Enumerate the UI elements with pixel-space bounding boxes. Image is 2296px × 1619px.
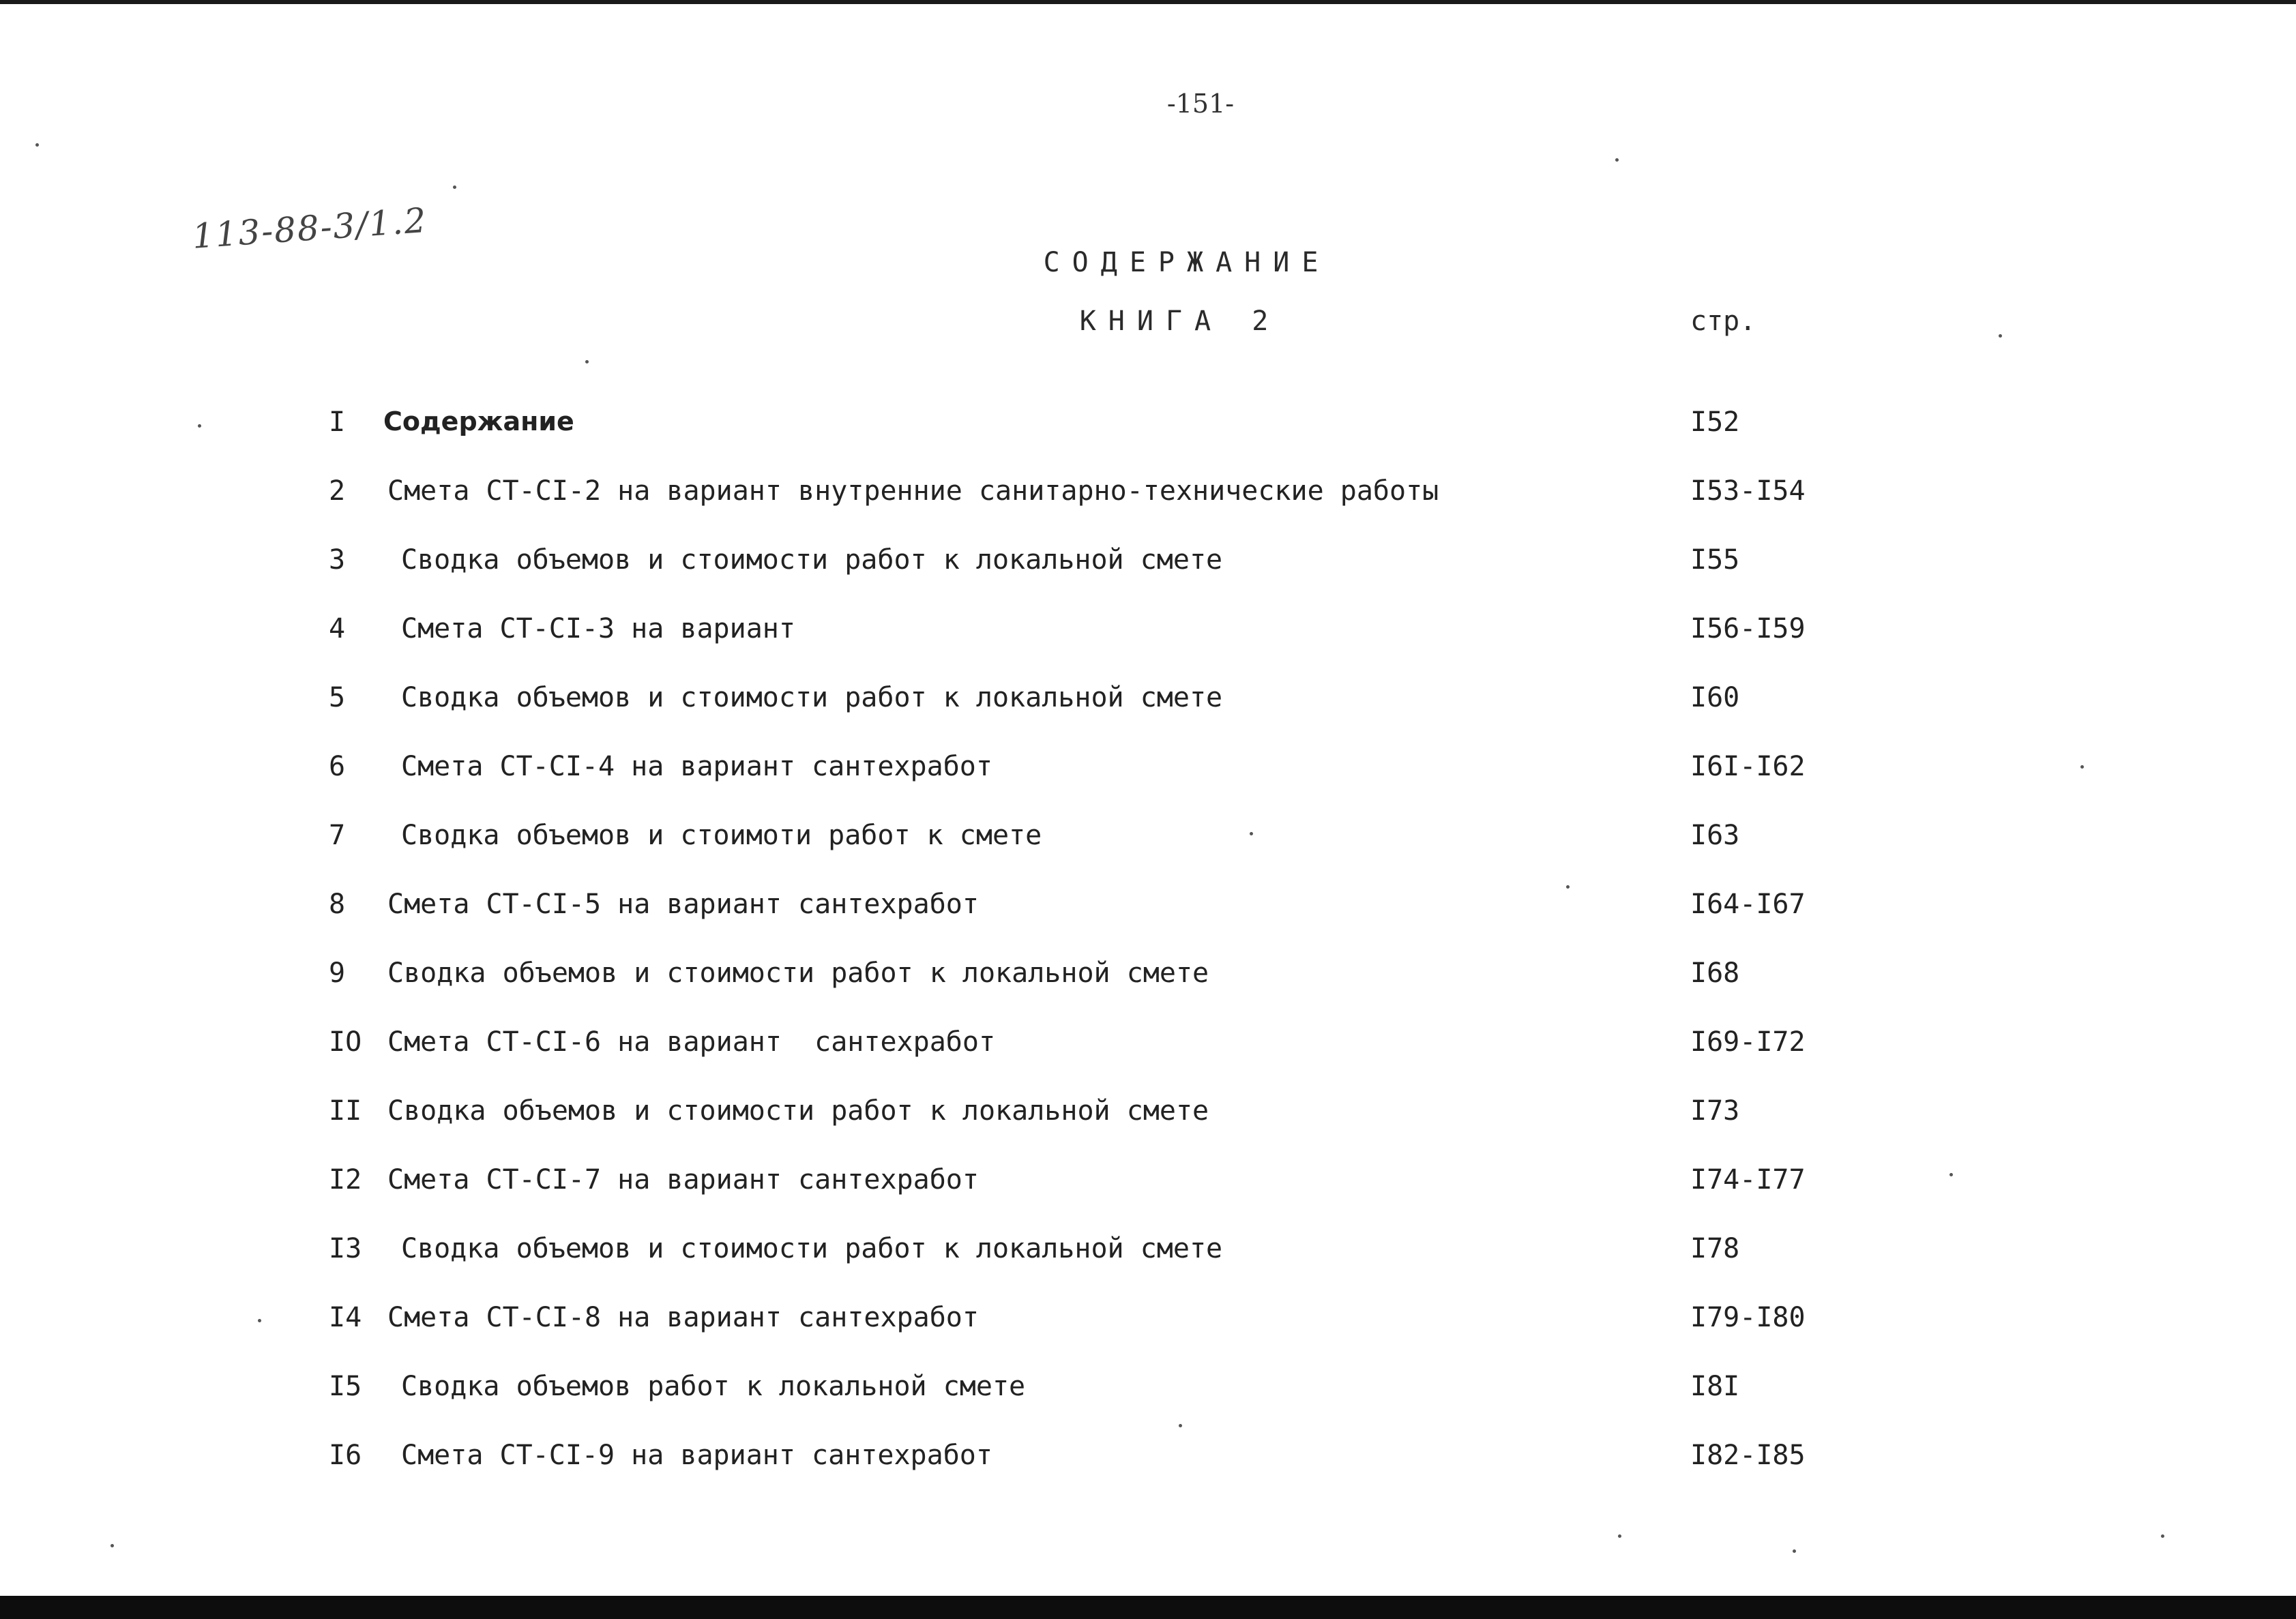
toc-title: Сводка объемов работ к локальной смете (401, 1371, 1026, 1402)
scan-speck (1566, 885, 1570, 889)
table-of-contents (0, 406, 2296, 1509)
toc-number: II (329, 1095, 362, 1127)
toc-title: Содержание (383, 406, 574, 436)
toc-title: Смета СТ-СI-7 на вариант сантехработ (387, 1164, 979, 1195)
toc-title: Смета СТ-СI-8 на вариант сантехработ (387, 1302, 979, 1333)
toc-pages: I79-I80 (1690, 1302, 1806, 1333)
toc-number: 2 (329, 475, 346, 507)
toc-number: 4 (329, 613, 346, 644)
toc-number: 8 (329, 889, 346, 920)
toc-pages: I56-I59 (1690, 613, 1806, 644)
toc-number: IO (329, 1026, 362, 1058)
toc-row (0, 1371, 2296, 1440)
toc-title: Сводка объемов и стоимости работ к локальной смете (401, 682, 1223, 713)
toc-pages: I60 (1690, 682, 1740, 713)
toc-row (0, 1026, 2296, 1095)
toc-row (0, 475, 2296, 544)
toc-title: Смета СТ-СI-9 на вариант сантехработ (401, 1440, 992, 1471)
scan-speck (2080, 765, 2084, 769)
toc-row (0, 1440, 2296, 1509)
scan-speck (1179, 1424, 1182, 1427)
page-column-header: стр. (1690, 306, 1756, 337)
scan-edge-top (0, 0, 2296, 4)
toc-title: Смета СТ-СI-5 на вариант сантехработ (387, 889, 979, 920)
toc-pages: I78 (1690, 1233, 1740, 1264)
toc-number: I5 (329, 1371, 362, 1402)
toc-row (0, 406, 2296, 475)
toc-title: Смета СТ-СI-4 на вариант сантехработ (401, 751, 992, 782)
toc-title: Сводка объемов и стоимоти работ к смете (401, 820, 1042, 851)
toc-pages: I55 (1690, 544, 1740, 576)
toc-row (0, 820, 2296, 889)
scan-speck (111, 1544, 114, 1547)
scan-speck (453, 185, 456, 189)
toc-number: I2 (329, 1164, 362, 1195)
toc-pages: I68 (1690, 957, 1740, 989)
toc-pages: I82-I85 (1690, 1440, 1806, 1471)
toc-pages: I8I (1690, 1371, 1740, 1402)
toc-number: 3 (329, 544, 346, 576)
toc-row (0, 957, 2296, 1026)
scan-speck (35, 143, 39, 147)
toc-row (0, 1302, 2296, 1371)
toc-number: 7 (329, 820, 346, 851)
scan-edge-bottom (0, 1596, 2296, 1619)
toc-number: 9 (329, 957, 346, 989)
toc-pages: I63 (1690, 820, 1740, 851)
scan-speck (198, 424, 201, 428)
toc-row (0, 1233, 2296, 1302)
toc-number: I6 (329, 1440, 362, 1471)
scan-speck (1250, 832, 1253, 835)
toc-number: I (329, 406, 346, 438)
toc-title: Сводка объемов и стоимости работ к локальной смете (387, 1095, 1209, 1127)
toc-title: Смета СТ-СI-6 на вариант сантехработ (387, 1026, 996, 1058)
toc-number: I4 (329, 1302, 362, 1333)
scan-speck (1793, 1549, 1796, 1553)
scan-speck (585, 360, 589, 363)
toc-number: I3 (329, 1233, 362, 1264)
toc-row (0, 613, 2296, 682)
toc-pages: I53-I54 (1690, 475, 1806, 507)
toc-pages: I73 (1690, 1095, 1740, 1127)
toc-title: Сводка объемов и стоимости работ к локальной смете (401, 544, 1223, 576)
toc-pages: I69-I72 (1690, 1026, 1806, 1058)
toc-row (0, 682, 2296, 751)
toc-row (0, 544, 2296, 613)
toc-number: 5 (329, 682, 346, 713)
scan-speck (1949, 1173, 1953, 1176)
scan-speck (1618, 1534, 1621, 1538)
toc-title: Смета СТ-СI-3 на вариант (401, 613, 795, 644)
toc-pages: I6I-I62 (1690, 751, 1806, 782)
book-title: КНИГА 2 (1079, 306, 1281, 337)
scan-speck (1615, 158, 1619, 162)
document-title: СОДЕРЖАНИЕ (1043, 247, 1331, 278)
scan-speck (2161, 1534, 2164, 1538)
toc-title: Сводка объемов и стоимости работ к локальной смете (401, 1233, 1223, 1264)
toc-row (0, 751, 2296, 820)
document-code-handwritten: 113-88-3/1.2 (191, 200, 429, 256)
toc-title: Сводка объемов и стоимости работ к локальной смете (387, 957, 1209, 989)
toc-title: Смета СТ-СI-2 на вариант внутренние санитарно-технические работы (387, 475, 1439, 507)
toc-pages: I52 (1690, 406, 1740, 438)
toc-number: 6 (329, 751, 346, 782)
scan-speck (1999, 334, 2002, 338)
toc-pages: I64-I67 (1690, 889, 1806, 920)
toc-pages: I74-I77 (1690, 1164, 1806, 1195)
toc-row (0, 889, 2296, 957)
toc-row (0, 1095, 2296, 1164)
scan-speck (258, 1319, 261, 1322)
page-number: -151- (1166, 89, 1235, 119)
